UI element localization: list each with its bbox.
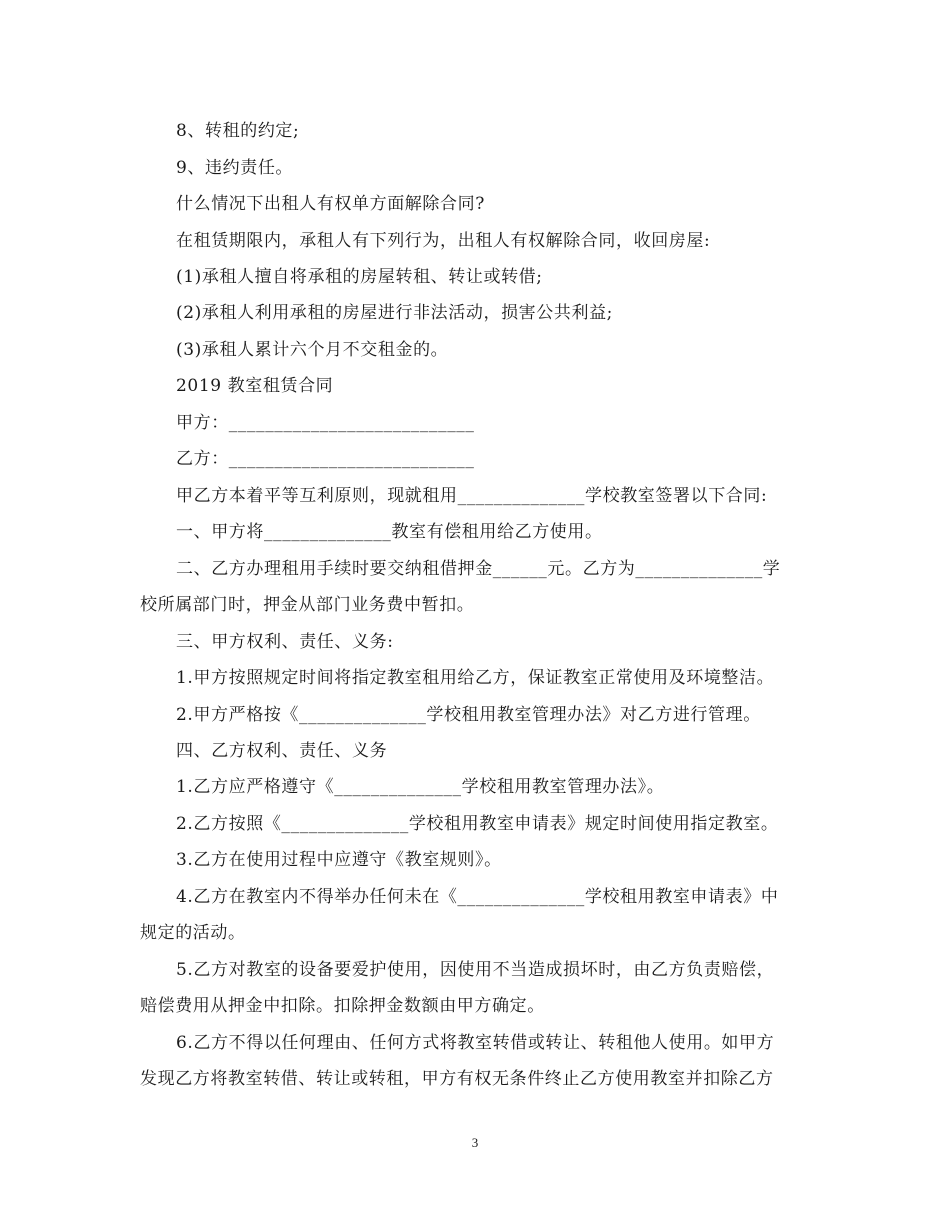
list-item: 5.乙方对教室的设备要爱护使用，因使用不当造成损坏时，由乙方负责赔偿，	[176, 960, 775, 980]
list-item-breach: 9、违约责任。	[176, 158, 294, 178]
list-item: 1.乙方应严格遵守《______________学校租用教室管理办法》。	[176, 777, 665, 797]
paragraph: 在租赁期限内，承租人有下列行为，出租人有权解除合同，收回房屋:	[176, 231, 711, 251]
list-item: 3.乙方在使用过程中应遵守《教室规则》。	[176, 850, 502, 870]
section-heading-party-a: 三、甲方权利、责任、义务:	[176, 632, 394, 652]
list-item: 2.乙方按照《______________学校租用教室申请表》规定时间使用指定教室。	[176, 814, 779, 834]
list-item: 6.乙方不得以任何理由、任何方式将教室转借或转让、转租他人使用。如甲方	[176, 1033, 775, 1053]
list-item-continued: 规定的活动。	[140, 923, 246, 943]
question-heading: 什么情况下出租人有权单方面解除合同?	[176, 194, 485, 214]
contract-preamble: 甲乙方本着平等互利原则，现就租用______________学校教室签署以下合同:	[176, 486, 768, 506]
party-a-line: 甲方：___________________________	[176, 413, 475, 433]
list-item: 2.甲方严格按《______________学校租用教室管理办法》对乙方进行管理。	[176, 705, 761, 725]
list-item: (2)承租人利用承租的房屋进行非法活动，损害公共利益;	[176, 303, 614, 323]
clause-two: 二、乙方办理租用手续时要交纳租借押金______元。乙方为______________学	[176, 559, 781, 579]
clause-two-continued: 校所属部门时，押金从部门业务费中暂扣。	[140, 595, 475, 615]
clause-one: 一、甲方将______________教室有偿租用给乙方使用。	[176, 522, 603, 542]
list-item-continued: 赔偿费用从押金中扣除。扣除押金数额由甲方确定。	[140, 996, 545, 1016]
contract-title: 2019 教室租赁合同	[176, 376, 334, 396]
list-item: (1)承租人擅自将承租的房屋转租、转让或转借;	[176, 267, 543, 287]
list-item: (3)承租人累计六个月不交租金的。	[176, 340, 449, 360]
party-b-line: 乙方：___________________________	[176, 449, 475, 469]
list-item-sublease: 8、转租的约定;	[176, 121, 300, 141]
section-heading-party-b: 四、乙方权利、责任、义务	[176, 741, 388, 761]
list-item: 1.甲方按照规定时间将指定教室租用给乙方，保证教室正常使用及环境整洁。	[176, 668, 775, 688]
page-number: 3	[471, 1135, 479, 1150]
list-item: 4.乙方在教室内不得举办任何未在《______________学校租用教室申请表》中	[176, 887, 779, 907]
list-item-continued: 发现乙方将教室转借、转让或转租，甲方有权无条件终止乙方使用教室并扣除乙方	[140, 1069, 774, 1089]
